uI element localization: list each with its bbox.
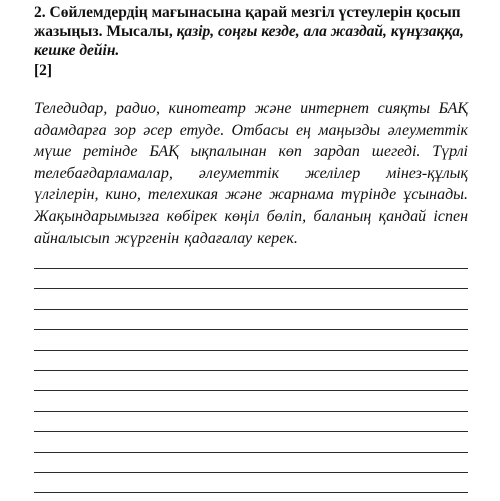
- task-instruction-text: Сөйлемдердің мағынасына қарай мезгіл үстеулерін қосып жазыңыз. Мысалы,: [34, 4, 461, 40]
- answer-line[interactable]: [34, 350, 468, 351]
- task-examples: қазір, соңғы кезде, ала жаздай, күнұзаққа, кешке дейін.: [34, 23, 464, 59]
- answer-line[interactable]: [34, 309, 468, 310]
- answer-line[interactable]: [34, 370, 468, 371]
- answer-line[interactable]: [34, 472, 468, 473]
- task-marks: [2]: [34, 62, 53, 79]
- answer-line[interactable]: [34, 452, 468, 453]
- answer-line[interactable]: [34, 268, 468, 269]
- answer-line[interactable]: [34, 431, 468, 432]
- task-instruction: [34, 3, 474, 80]
- reading-passage: Теледидар, радио, кинотеатр және интернет сияқты БАҚ адамдарға зор әсер етуде. Отбасы ең маңызды әлеуметтік мүше ретінде БАҚ ықпалынан көп зардап шегеді. Түрлі телебағдарламалар, әлеуметтік желілер мінез-құлық үлгілерін, кино, телехикая және жарнама түрінде ұсынады. Жақындарымызға көбірек көңіл бөліп, баланың қандай іспен айналысып жүргенін қадағалау керек.: [34, 100, 468, 247]
- answer-line[interactable]: [34, 329, 468, 330]
- answer-line[interactable]: [34, 411, 468, 412]
- answer-lines[interactable]: [34, 268, 468, 500]
- answer-line[interactable]: [34, 390, 468, 391]
- answer-line[interactable]: [34, 492, 468, 493]
- task-number: 2.: [34, 4, 46, 21]
- answer-line[interactable]: [34, 288, 468, 289]
